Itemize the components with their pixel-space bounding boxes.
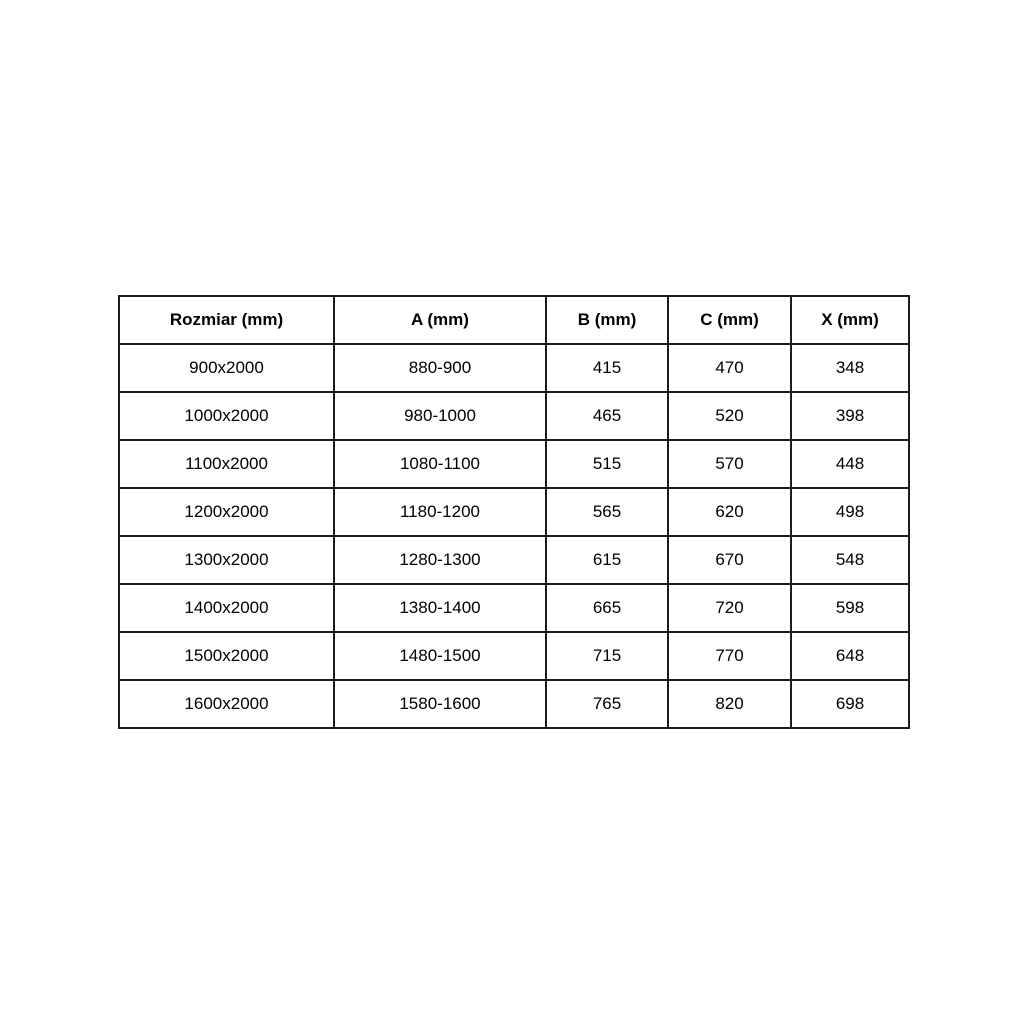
table-row [119,680,909,728]
header-cell-c: C (mm) [668,296,791,344]
cell-b: 615 [546,536,668,584]
table-row [119,632,909,680]
header-cell-x: X (mm) [791,296,909,344]
cell-a: 1480-1500 [334,632,546,680]
cell-b: 665 [546,584,668,632]
cell-rozmiar: 1100x2000 [119,440,334,488]
cell-x: 348 [791,344,909,392]
cell-c: 620 [668,488,791,536]
cell-b: 515 [546,440,668,488]
cell-a: 1080-1100 [334,440,546,488]
cell-a: 1180-1200 [334,488,546,536]
cell-c: 520 [668,392,791,440]
cell-c: 720 [668,584,791,632]
table-row [119,344,909,392]
cell-c: 470 [668,344,791,392]
cell-c: 670 [668,536,791,584]
cell-c: 570 [668,440,791,488]
cell-x: 698 [791,680,909,728]
table-row [119,488,909,536]
cell-a: 1580-1600 [334,680,546,728]
cell-rozmiar: 1200x2000 [119,488,334,536]
cell-x: 398 [791,392,909,440]
header-cell-rozmiar: Rozmiar (mm) [119,296,334,344]
cell-rozmiar: 1000x2000 [119,392,334,440]
table-row [119,440,909,488]
table-row [119,536,909,584]
cell-x: 648 [791,632,909,680]
cell-b: 565 [546,488,668,536]
cell-rozmiar: 900x2000 [119,344,334,392]
cell-x: 548 [791,536,909,584]
table-row [119,392,909,440]
cell-c: 770 [668,632,791,680]
cell-rozmiar: 1600x2000 [119,680,334,728]
cell-a: 1280-1300 [334,536,546,584]
cell-x: 598 [791,584,909,632]
table-header-row [119,296,909,344]
cell-b: 415 [546,344,668,392]
cell-a: 880-900 [334,344,546,392]
cell-b: 765 [546,680,668,728]
cell-b: 715 [546,632,668,680]
size-table [118,295,910,729]
cell-c: 820 [668,680,791,728]
cell-rozmiar: 1300x2000 [119,536,334,584]
cell-x: 498 [791,488,909,536]
cell-a: 980-1000 [334,392,546,440]
cell-b: 465 [546,392,668,440]
header-cell-b: B (mm) [546,296,668,344]
cell-a: 1380-1400 [334,584,546,632]
header-cell-a: A (mm) [334,296,546,344]
table-row [119,584,909,632]
cell-rozmiar: 1400x2000 [119,584,334,632]
cell-x: 448 [791,440,909,488]
cell-rozmiar: 1500x2000 [119,632,334,680]
